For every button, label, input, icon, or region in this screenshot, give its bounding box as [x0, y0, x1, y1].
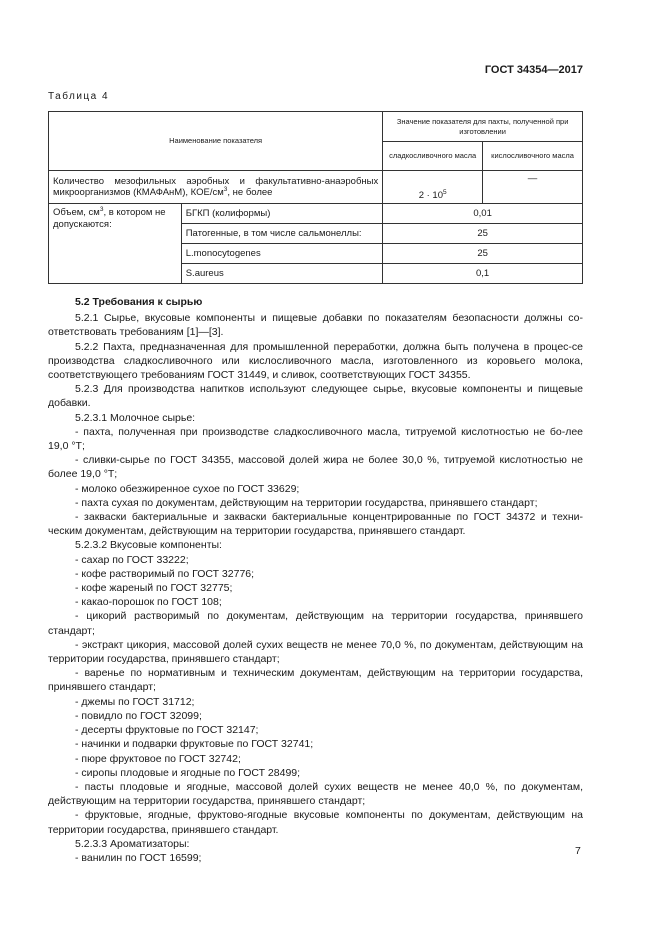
list-item: - пасты плодовые и ягодные, массовой долей сухих веществ не менее 40,0 %, по документам, действующим на территории государства, принявшего стандарт;	[48, 780, 583, 808]
col-header-name: Наименование показателя	[49, 112, 383, 171]
table-title: Таблица 4	[48, 91, 110, 102]
microbe-name: L.monocytogenes	[181, 244, 383, 264]
list-item: - фруктовые, ягодные, фруктово-ягодные вкусовые компоненты по документам, действующим на территории государства, принявшего стандарт.	[48, 809, 583, 836]
list-item: - экстракт цикория, массовой долей сухих веществ не менее 70,0 %, по документам, действующим на территории государства, принявшего стандарт;	[48, 638, 583, 666]
section-heading: 5.2 Требования к сырью	[75, 296, 203, 308]
microbe-value: 0,1	[383, 264, 583, 284]
microbe-name: S.aureus	[181, 264, 383, 284]
list-item: - начинки и подварки фруктовые по ГОСТ 32741;	[75, 738, 314, 751]
list-item: - пюре фруктовое по ГОСТ 32742;	[75, 752, 241, 765]
list-item: - варенье по нормативным и техническим документам, действующим на территории государства, принявшего стандарт;	[48, 667, 583, 694]
row-kmafanm-sour: —	[483, 171, 583, 204]
col-header-sweet: сладкосливочного масла	[383, 142, 483, 171]
col-header-sour: кислосливочного масла	[483, 142, 583, 171]
list-item: - закваски бактериальные и закваски бактериальные концентрированные по ГОСТ 34372 и техни-ческим документам, действующим на территории государства, принявшего стандарт.	[48, 511, 583, 538]
microbe-value: 0,01	[383, 204, 583, 224]
document-code: ГОСТ 34354—2017	[484, 64, 583, 76]
paragraph: 5.2.1 Сырье, вкусовые компоненты и пищевые добавки по показателям безопасности должны со-ответствовать требованиям [1]—[3].	[48, 312, 583, 339]
row-kmafanm-label: Количество мезофильных аэробных и факультативно-анаэробных микроорганизмов (КМАФАнМ), КОЕ/$см^3$, не более	[49, 171, 383, 204]
list-item: - кофе растворимый по ГОСТ 32776;	[75, 567, 255, 580]
list-item: - кофе жареный по ГОСТ 32775;	[75, 582, 233, 595]
microbe-name: БГКП (колиформы)	[181, 204, 383, 224]
list-item: - сахар по ГОСТ 33222;	[75, 553, 189, 566]
microbe-name: Патогенные, в том числе сальмонеллы:	[181, 224, 383, 244]
list-item: - пахта сухая по документам, действующим на территории государства, принявшего стандарт;	[75, 496, 538, 509]
paragraph: 5.2.3.1 Молочное сырье:	[75, 411, 196, 424]
indicators-table	[48, 111, 583, 284]
list-item: - джемы по ГОСТ 31712;	[75, 695, 195, 708]
list-item: - сиропы плодовые и ягодные по ГОСТ 28499;	[75, 766, 301, 779]
microbe-value: 25	[383, 244, 583, 264]
list-item: - повидло по ГОСТ 32099;	[75, 709, 202, 722]
col-header-value-group: Значение показателя для пахты, полученной при изготовлении	[383, 112, 583, 142]
paragraph: 5.2.3.3 Ароматизаторы:	[75, 837, 190, 850]
paragraph: 5.2.2 Пахта, предназначенная для промышленной переработки, должна быть получена в процес-се производства сладкосливочного или кислосливочного масла, изготовленного из коровьего молока, соответствующего требованиям ГОСТ 31449, и сливок, соответствующих ГОСТ 34355.	[48, 340, 583, 382]
paragraph: 5.2.3.2 Вкусовые компоненты:	[75, 539, 222, 552]
page-number: 7	[575, 845, 581, 857]
list-item: - молоко обезжиренное сухое по ГОСТ 33629;	[75, 482, 300, 495]
list-item: - ванилин по ГОСТ 16599;	[75, 851, 202, 864]
body-text	[48, 295, 583, 865]
list-item: - сливки-сырье по ГОСТ 34355, массовой долей жира не более 30,0 %, титруемой кислотностью не более 19,0 °Т;	[48, 454, 583, 481]
paragraph: 5.2.3 Для производства напитков используют следующее сырье, вкусовые компоненты и пищевые добавки.	[48, 383, 583, 410]
list-item: - какао-порошок по ГОСТ 108;	[75, 596, 222, 609]
microbe-value: 25	[383, 224, 583, 244]
list-item: - цикорий растворимый по документам, действующим на территории государства, принявшего стандарт;	[48, 610, 583, 637]
row-kmafanm-sweet: $2 \cdot 10^5$	[383, 171, 483, 204]
list-item: - десерты фруктовые по ГОСТ 32147;	[75, 724, 259, 737]
volume-label: Объем, $см^3$, в котором не допускаются:	[49, 204, 182, 284]
list-item: - пахта, полученная при производстве сладкосливочного масла, титруемой кислотностью не бо-лее 19,0 °Т;	[48, 425, 583, 453]
